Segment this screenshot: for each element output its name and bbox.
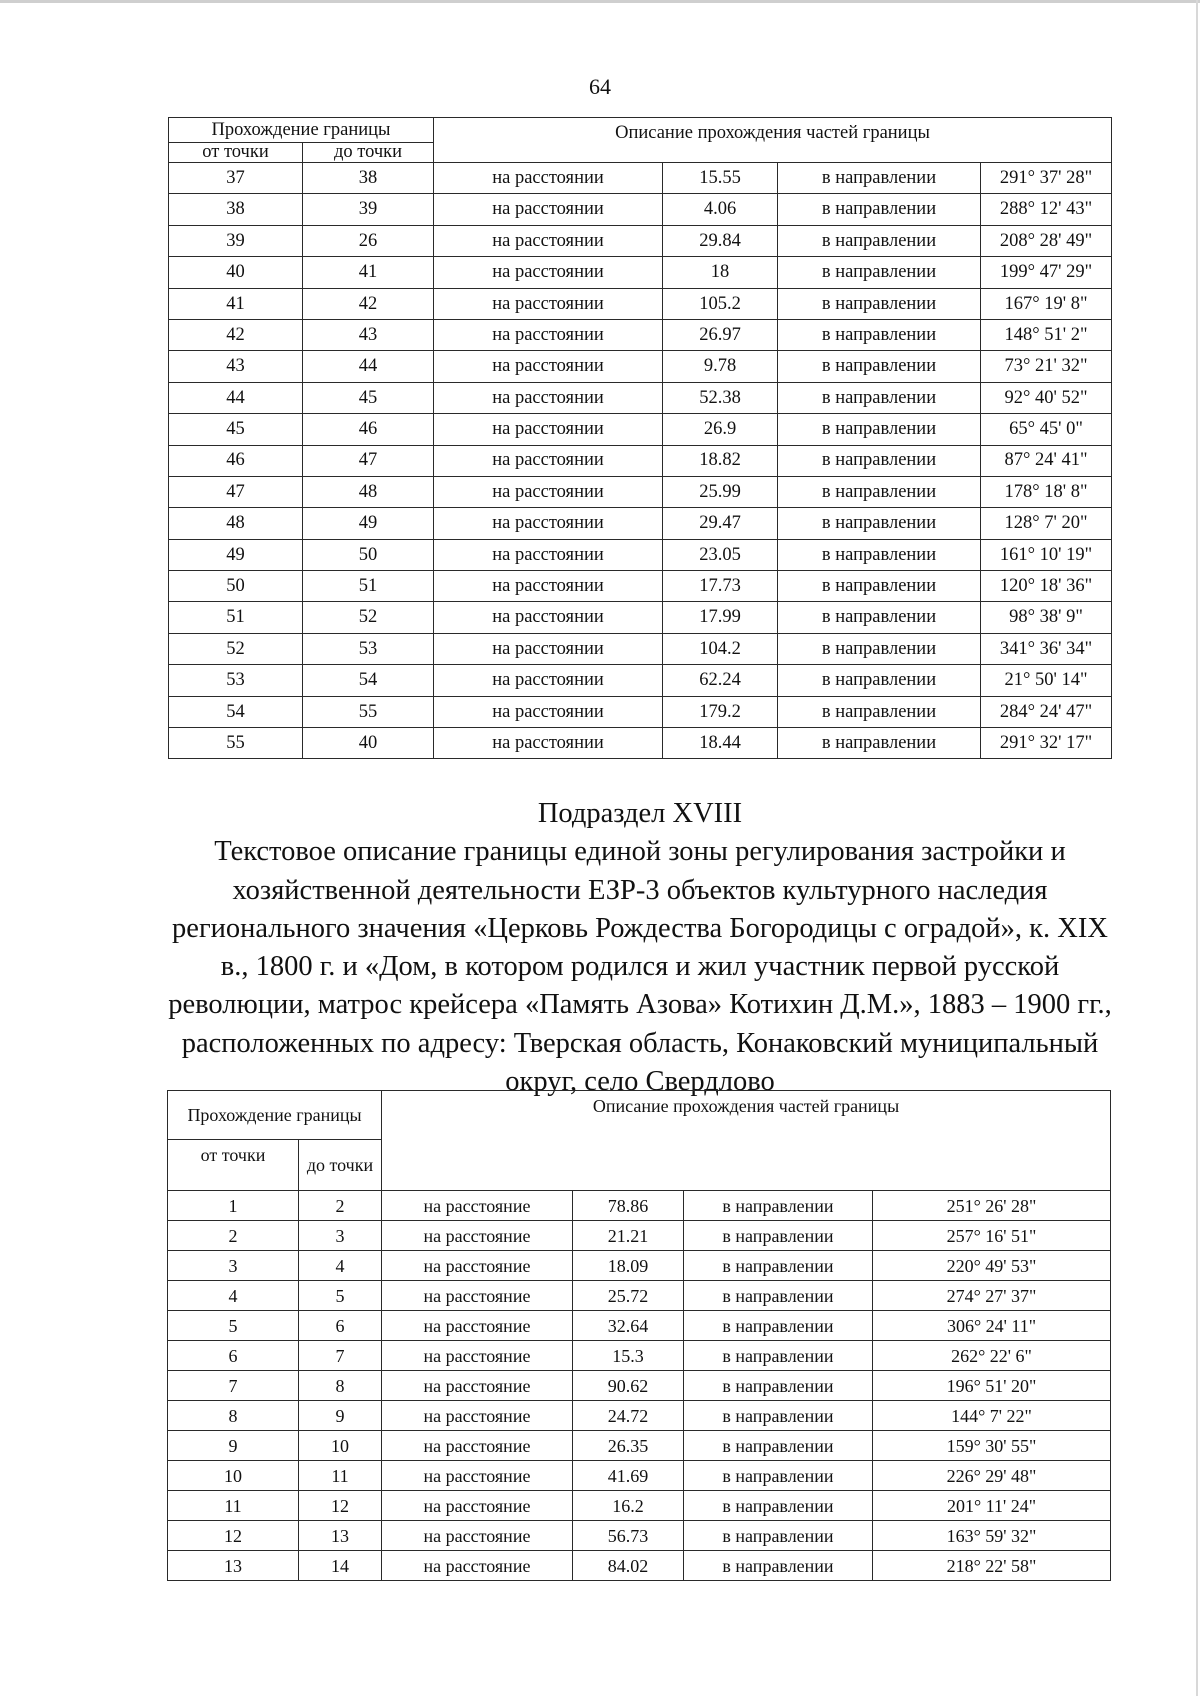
- distance-label-cell: на расстояние: [382, 1341, 573, 1371]
- distance-value-cell: 25.99: [663, 476, 778, 507]
- from-point-cell: 4: [168, 1281, 299, 1311]
- direction-label-cell: в направлении: [684, 1371, 873, 1401]
- distance-label-cell: на расстоянии: [434, 571, 663, 602]
- distance-value-cell: 26.97: [663, 319, 778, 350]
- from-point-cell: 41: [169, 288, 303, 319]
- page-number: 64: [589, 74, 611, 99]
- table-row: [168, 1551, 1111, 1581]
- to-point-cell: 52: [303, 602, 434, 633]
- distance-value-cell: 16.2: [573, 1491, 684, 1521]
- distance-label-cell: на расстояние: [382, 1191, 573, 1221]
- table-row: [169, 194, 1112, 225]
- distance-value-cell: 84.02: [573, 1551, 684, 1581]
- distance-label-cell: на расстояние: [382, 1491, 573, 1521]
- from-point-cell: 11: [168, 1491, 299, 1521]
- table-row: [168, 1251, 1111, 1281]
- to-point-cell: 48: [303, 476, 434, 507]
- to-point-cell: 46: [303, 414, 434, 445]
- distance-value-cell: 78.86: [573, 1191, 684, 1221]
- from-point-cell: 10: [168, 1461, 299, 1491]
- direction-angle-cell: 291° 37' 28": [981, 163, 1112, 194]
- table-row: [169, 539, 1112, 570]
- section-description-line: регионального значения «Церковь Рождества Богородицы с оградой», к. XIX: [172, 912, 1108, 944]
- header-to-point: до точки: [299, 1140, 382, 1191]
- direction-angle-cell: 163° 59' 32": [873, 1521, 1111, 1551]
- direction-label-cell: в направлении: [778, 665, 981, 696]
- direction-angle-cell: 196° 51' 20": [873, 1371, 1111, 1401]
- distance-value-cell: 23.05: [663, 539, 778, 570]
- direction-label-cell: в направлении: [684, 1521, 873, 1551]
- direction-angle-cell: 284° 24' 47": [981, 696, 1112, 727]
- direction-label-cell: в направлении: [684, 1191, 873, 1221]
- from-point-cell: 50: [169, 571, 303, 602]
- distance-value-cell: 25.72: [573, 1281, 684, 1311]
- direction-label-cell: в направлении: [778, 571, 981, 602]
- table-row: [169, 476, 1112, 507]
- to-point-cell: 50: [303, 539, 434, 570]
- from-point-cell: 38: [169, 194, 303, 225]
- table-row: [168, 1371, 1111, 1401]
- distance-label-cell: на расстоянии: [434, 382, 663, 413]
- direction-label-cell: в направлении: [778, 288, 981, 319]
- section-heading-block: [160, 795, 1120, 1101]
- distance-label-cell: на расстояние: [382, 1431, 573, 1461]
- distance-label-cell: на расстоянии: [434, 476, 663, 507]
- from-point-cell: 51: [169, 602, 303, 633]
- direction-label-cell: в направлении: [684, 1251, 873, 1281]
- from-point-cell: 40: [169, 257, 303, 288]
- to-point-cell: 41: [303, 257, 434, 288]
- table-row: [169, 445, 1112, 476]
- distance-label-cell: на расстоянии: [434, 414, 663, 445]
- direction-angle-cell: 341° 36' 34": [981, 633, 1112, 664]
- from-point-cell: 3: [168, 1251, 299, 1281]
- distance-value-cell: 15.55: [663, 163, 778, 194]
- table-row: [169, 696, 1112, 727]
- distance-label-cell: на расстоянии: [434, 696, 663, 727]
- from-point-cell: 2: [168, 1221, 299, 1251]
- scan-edge-top: [0, 0, 1200, 3]
- table-row: [169, 508, 1112, 539]
- direction-angle-cell: 159° 30' 55": [873, 1431, 1111, 1461]
- section-description-line: хозяйственной деятельности ЕЗР-3 объектов культурного наследия: [232, 874, 1048, 906]
- table-row: [169, 163, 1112, 194]
- distance-label-cell: на расстоянии: [434, 728, 663, 759]
- to-point-cell: 49: [303, 508, 434, 539]
- distance-label-cell: на расстояние: [382, 1461, 573, 1491]
- from-point-cell: 44: [169, 382, 303, 413]
- distance-label-cell: на расстояние: [382, 1551, 573, 1581]
- section-description-line: в., 1800 г. и «Дом, в котором родился и жил участник первой русской: [220, 951, 1060, 983]
- table-row: [169, 319, 1112, 350]
- table-row: [169, 571, 1112, 602]
- header-from-point: от точки: [168, 1140, 299, 1191]
- direction-angle-cell: 251° 26' 28": [873, 1191, 1111, 1221]
- from-point-cell: 8: [168, 1401, 299, 1431]
- to-point-cell: 5: [299, 1281, 382, 1311]
- table-row: [168, 1431, 1111, 1461]
- distance-value-cell: 18.44: [663, 728, 778, 759]
- direction-angle-cell: 199° 47' 29": [981, 257, 1112, 288]
- from-point-cell: 5: [168, 1311, 299, 1341]
- table-row: [169, 665, 1112, 696]
- direction-label-cell: в направлении: [684, 1431, 873, 1461]
- from-point-cell: 47: [169, 476, 303, 507]
- direction-label-cell: в направлении: [684, 1341, 873, 1371]
- distance-label-cell: на расстоянии: [434, 539, 663, 570]
- boundary-table-1: [168, 117, 1112, 759]
- from-point-cell: 48: [169, 508, 303, 539]
- distance-value-cell: 179.2: [663, 696, 778, 727]
- direction-angle-cell: 257° 16' 51": [873, 1221, 1111, 1251]
- direction-angle-cell: 87° 24' 41": [981, 445, 1112, 476]
- from-point-cell: 6: [168, 1341, 299, 1371]
- from-point-cell: 7: [168, 1371, 299, 1401]
- distance-label-cell: на расстоянии: [434, 445, 663, 476]
- from-point-cell: 55: [169, 728, 303, 759]
- to-point-cell: 14: [299, 1551, 382, 1581]
- from-point-cell: 12: [168, 1521, 299, 1551]
- distance-value-cell: 62.24: [663, 665, 778, 696]
- direction-angle-cell: 262° 22' 6": [873, 1341, 1111, 1371]
- to-point-cell: 4: [299, 1251, 382, 1281]
- distance-label-cell: на расстоянии: [434, 194, 663, 225]
- from-point-cell: 49: [169, 539, 303, 570]
- distance-value-cell: 90.62: [573, 1371, 684, 1401]
- distance-value-cell: 29.47: [663, 508, 778, 539]
- header-boundary-passage: Прохождение границы: [168, 1091, 382, 1140]
- to-point-cell: 12: [299, 1491, 382, 1521]
- distance-value-cell: 18.09: [573, 1251, 684, 1281]
- direction-angle-cell: 306° 24' 11": [873, 1311, 1111, 1341]
- from-point-cell: 39: [169, 225, 303, 256]
- direction-angle-cell: 274° 27' 37": [873, 1281, 1111, 1311]
- to-point-cell: 7: [299, 1341, 382, 1371]
- distance-label-cell: на расстоянии: [434, 225, 663, 256]
- direction-label-cell: в направлении: [778, 414, 981, 445]
- to-point-cell: 2: [299, 1191, 382, 1221]
- direction-angle-cell: 220° 49' 53": [873, 1251, 1111, 1281]
- direction-label-cell: в направлении: [778, 445, 981, 476]
- distance-label-cell: на расстоянии: [434, 508, 663, 539]
- direction-angle-cell: 288° 12' 43": [981, 194, 1112, 225]
- section-description-line: расположенных по адресу: Тверская область, Конаковский муниципальный: [181, 1027, 1099, 1059]
- to-point-cell: 8: [299, 1371, 382, 1401]
- from-point-cell: 13: [168, 1551, 299, 1581]
- table-row: [169, 257, 1112, 288]
- distance-label-cell: на расстояние: [382, 1221, 573, 1251]
- header-boundary-passage: Прохождение границы: [169, 118, 434, 143]
- distance-value-cell: 56.73: [573, 1521, 684, 1551]
- to-point-cell: 38: [303, 163, 434, 194]
- distance-value-cell: 18.82: [663, 445, 778, 476]
- direction-label-cell: в направлении: [778, 257, 981, 288]
- section-description-line: Текстовое описание границы единой зоны регулирования застройки и: [214, 836, 1066, 868]
- table-row: [169, 602, 1112, 633]
- section-title: Подраздел XVIII: [537, 798, 743, 829]
- table-row: [168, 1521, 1111, 1551]
- direction-angle-cell: 92° 40' 52": [981, 382, 1112, 413]
- direction-label-cell: в направлении: [778, 382, 981, 413]
- from-point-cell: 46: [169, 445, 303, 476]
- to-point-cell: 53: [303, 633, 434, 664]
- table-row: [169, 728, 1112, 759]
- direction-angle-cell: 65° 45' 0": [981, 414, 1112, 445]
- direction-label-cell: в направлении: [778, 351, 981, 382]
- distance-label-cell: на расстояние: [382, 1401, 573, 1431]
- table-row: [168, 1221, 1111, 1251]
- direction-angle-cell: 291° 32' 17": [981, 728, 1112, 759]
- direction-label-cell: в направлении: [778, 539, 981, 570]
- table-row: [168, 1341, 1111, 1371]
- table-row: [169, 288, 1112, 319]
- to-point-cell: 55: [303, 696, 434, 727]
- direction-label-cell: в направлении: [778, 633, 981, 664]
- distance-label-cell: на расстоянии: [434, 163, 663, 194]
- distance-label-cell: на расстоянии: [434, 288, 663, 319]
- distance-label-cell: на расстоянии: [434, 665, 663, 696]
- table-row: [169, 633, 1112, 664]
- to-point-cell: 43: [303, 319, 434, 350]
- table-row: [168, 1401, 1111, 1431]
- to-point-cell: 3: [299, 1221, 382, 1251]
- direction-angle-cell: 73° 21' 32": [981, 351, 1112, 382]
- distance-label-cell: на расстоянии: [434, 257, 663, 288]
- direction-angle-cell: 120° 18' 36": [981, 571, 1112, 602]
- distance-value-cell: 17.99: [663, 602, 778, 633]
- scan-edge-right: [1196, 0, 1198, 1696]
- from-point-cell: 54: [169, 696, 303, 727]
- table-row: [168, 1311, 1111, 1341]
- to-point-cell: 40: [303, 728, 434, 759]
- direction-label-cell: в направлении: [778, 319, 981, 350]
- distance-label-cell: на расстояние: [382, 1281, 573, 1311]
- direction-angle-cell: 128° 7' 20": [981, 508, 1112, 539]
- distance-label-cell: на расстоянии: [434, 351, 663, 382]
- direction-label-cell: в направлении: [778, 696, 981, 727]
- distance-label-cell: на расстояние: [382, 1521, 573, 1551]
- header-boundary-description: Описание прохождения частей границы: [382, 1091, 1111, 1191]
- direction-angle-cell: 218° 22' 58": [873, 1551, 1111, 1581]
- direction-label-cell: в направлении: [684, 1491, 873, 1521]
- direction-angle-cell: 98° 38' 9": [981, 602, 1112, 633]
- direction-label-cell: в направлении: [778, 728, 981, 759]
- to-point-cell: 42: [303, 288, 434, 319]
- to-point-cell: 47: [303, 445, 434, 476]
- distance-value-cell: 9.78: [663, 351, 778, 382]
- distance-value-cell: 4.06: [663, 194, 778, 225]
- to-point-cell: 10: [299, 1431, 382, 1461]
- direction-angle-cell: 21° 50' 14": [981, 665, 1112, 696]
- direction-label-cell: в направлении: [778, 508, 981, 539]
- distance-value-cell: 18: [663, 257, 778, 288]
- direction-angle-cell: 148° 51' 2": [981, 319, 1112, 350]
- header-to-point: до точки: [303, 143, 434, 163]
- distance-label-cell: на расстоянии: [434, 602, 663, 633]
- to-point-cell: 13: [299, 1521, 382, 1551]
- direction-angle-cell: 144° 7' 22": [873, 1401, 1111, 1431]
- table-row: [168, 1461, 1111, 1491]
- direction-angle-cell: 161° 10' 19": [981, 539, 1112, 570]
- from-point-cell: 53: [169, 665, 303, 696]
- direction-label-cell: в направлении: [778, 602, 981, 633]
- from-point-cell: 37: [169, 163, 303, 194]
- header-from-point: от точки: [169, 143, 303, 163]
- from-point-cell: 52: [169, 633, 303, 664]
- section-description-line: округ, село Свердлово: [505, 1066, 775, 1098]
- direction-label-cell: в направлении: [684, 1281, 873, 1311]
- distance-label-cell: на расстоянии: [434, 319, 663, 350]
- to-point-cell: 11: [299, 1461, 382, 1491]
- from-point-cell: 42: [169, 319, 303, 350]
- distance-value-cell: 52.38: [663, 382, 778, 413]
- distance-value-cell: 24.72: [573, 1401, 684, 1431]
- to-point-cell: 44: [303, 351, 434, 382]
- direction-label-cell: в направлении: [684, 1401, 873, 1431]
- header-boundary-description: Описание прохождения частей границы: [434, 118, 1112, 163]
- to-point-cell: 45: [303, 382, 434, 413]
- direction-label-cell: в направлении: [778, 225, 981, 256]
- distance-label-cell: на расстояние: [382, 1251, 573, 1281]
- section-description-line: революции, матрос крейсера «Память Азова» Котихин Д.М.», 1883 – 1900 гг.,: [168, 989, 1112, 1021]
- direction-label-cell: в направлении: [684, 1551, 873, 1581]
- distance-value-cell: 104.2: [663, 633, 778, 664]
- distance-value-cell: 26.35: [573, 1431, 684, 1461]
- table-row: [168, 1191, 1111, 1221]
- distance-value-cell: 15.3: [573, 1341, 684, 1371]
- to-point-cell: 26: [303, 225, 434, 256]
- distance-value-cell: 29.84: [663, 225, 778, 256]
- distance-label-cell: на расстояние: [382, 1311, 573, 1341]
- table-row: [169, 382, 1112, 413]
- table-row: [169, 351, 1112, 382]
- to-point-cell: 9: [299, 1401, 382, 1431]
- direction-label-cell: в направлении: [684, 1221, 873, 1251]
- boundary-table-2: [167, 1090, 1111, 1581]
- direction-angle-cell: 208° 28' 49": [981, 225, 1112, 256]
- to-point-cell: 51: [303, 571, 434, 602]
- from-point-cell: 43: [169, 351, 303, 382]
- table-row: [169, 414, 1112, 445]
- direction-label-cell: в направлении: [684, 1461, 873, 1491]
- direction-label-cell: в направлении: [778, 476, 981, 507]
- direction-angle-cell: 167° 19' 8": [981, 288, 1112, 319]
- distance-value-cell: 41.69: [573, 1461, 684, 1491]
- table-row: [168, 1491, 1111, 1521]
- distance-value-cell: 17.73: [663, 571, 778, 602]
- distance-value-cell: 105.2: [663, 288, 778, 319]
- from-point-cell: 45: [169, 414, 303, 445]
- to-point-cell: 6: [299, 1311, 382, 1341]
- to-point-cell: 54: [303, 665, 434, 696]
- direction-label-cell: в направлении: [778, 194, 981, 225]
- table-row: [168, 1281, 1111, 1311]
- distance-value-cell: 21.21: [573, 1221, 684, 1251]
- distance-label-cell: на расстоянии: [434, 633, 663, 664]
- direction-label-cell: в направлении: [684, 1311, 873, 1341]
- from-point-cell: 1: [168, 1191, 299, 1221]
- direction-angle-cell: 201° 11' 24": [873, 1491, 1111, 1521]
- direction-angle-cell: 178° 18' 8": [981, 476, 1112, 507]
- distance-value-cell: 32.64: [573, 1311, 684, 1341]
- distance-label-cell: на расстояние: [382, 1371, 573, 1401]
- direction-label-cell: в направлении: [778, 163, 981, 194]
- table-row: [169, 225, 1112, 256]
- to-point-cell: 39: [303, 194, 434, 225]
- direction-angle-cell: 226° 29' 48": [873, 1461, 1111, 1491]
- distance-value-cell: 26.9: [663, 414, 778, 445]
- from-point-cell: 9: [168, 1431, 299, 1461]
